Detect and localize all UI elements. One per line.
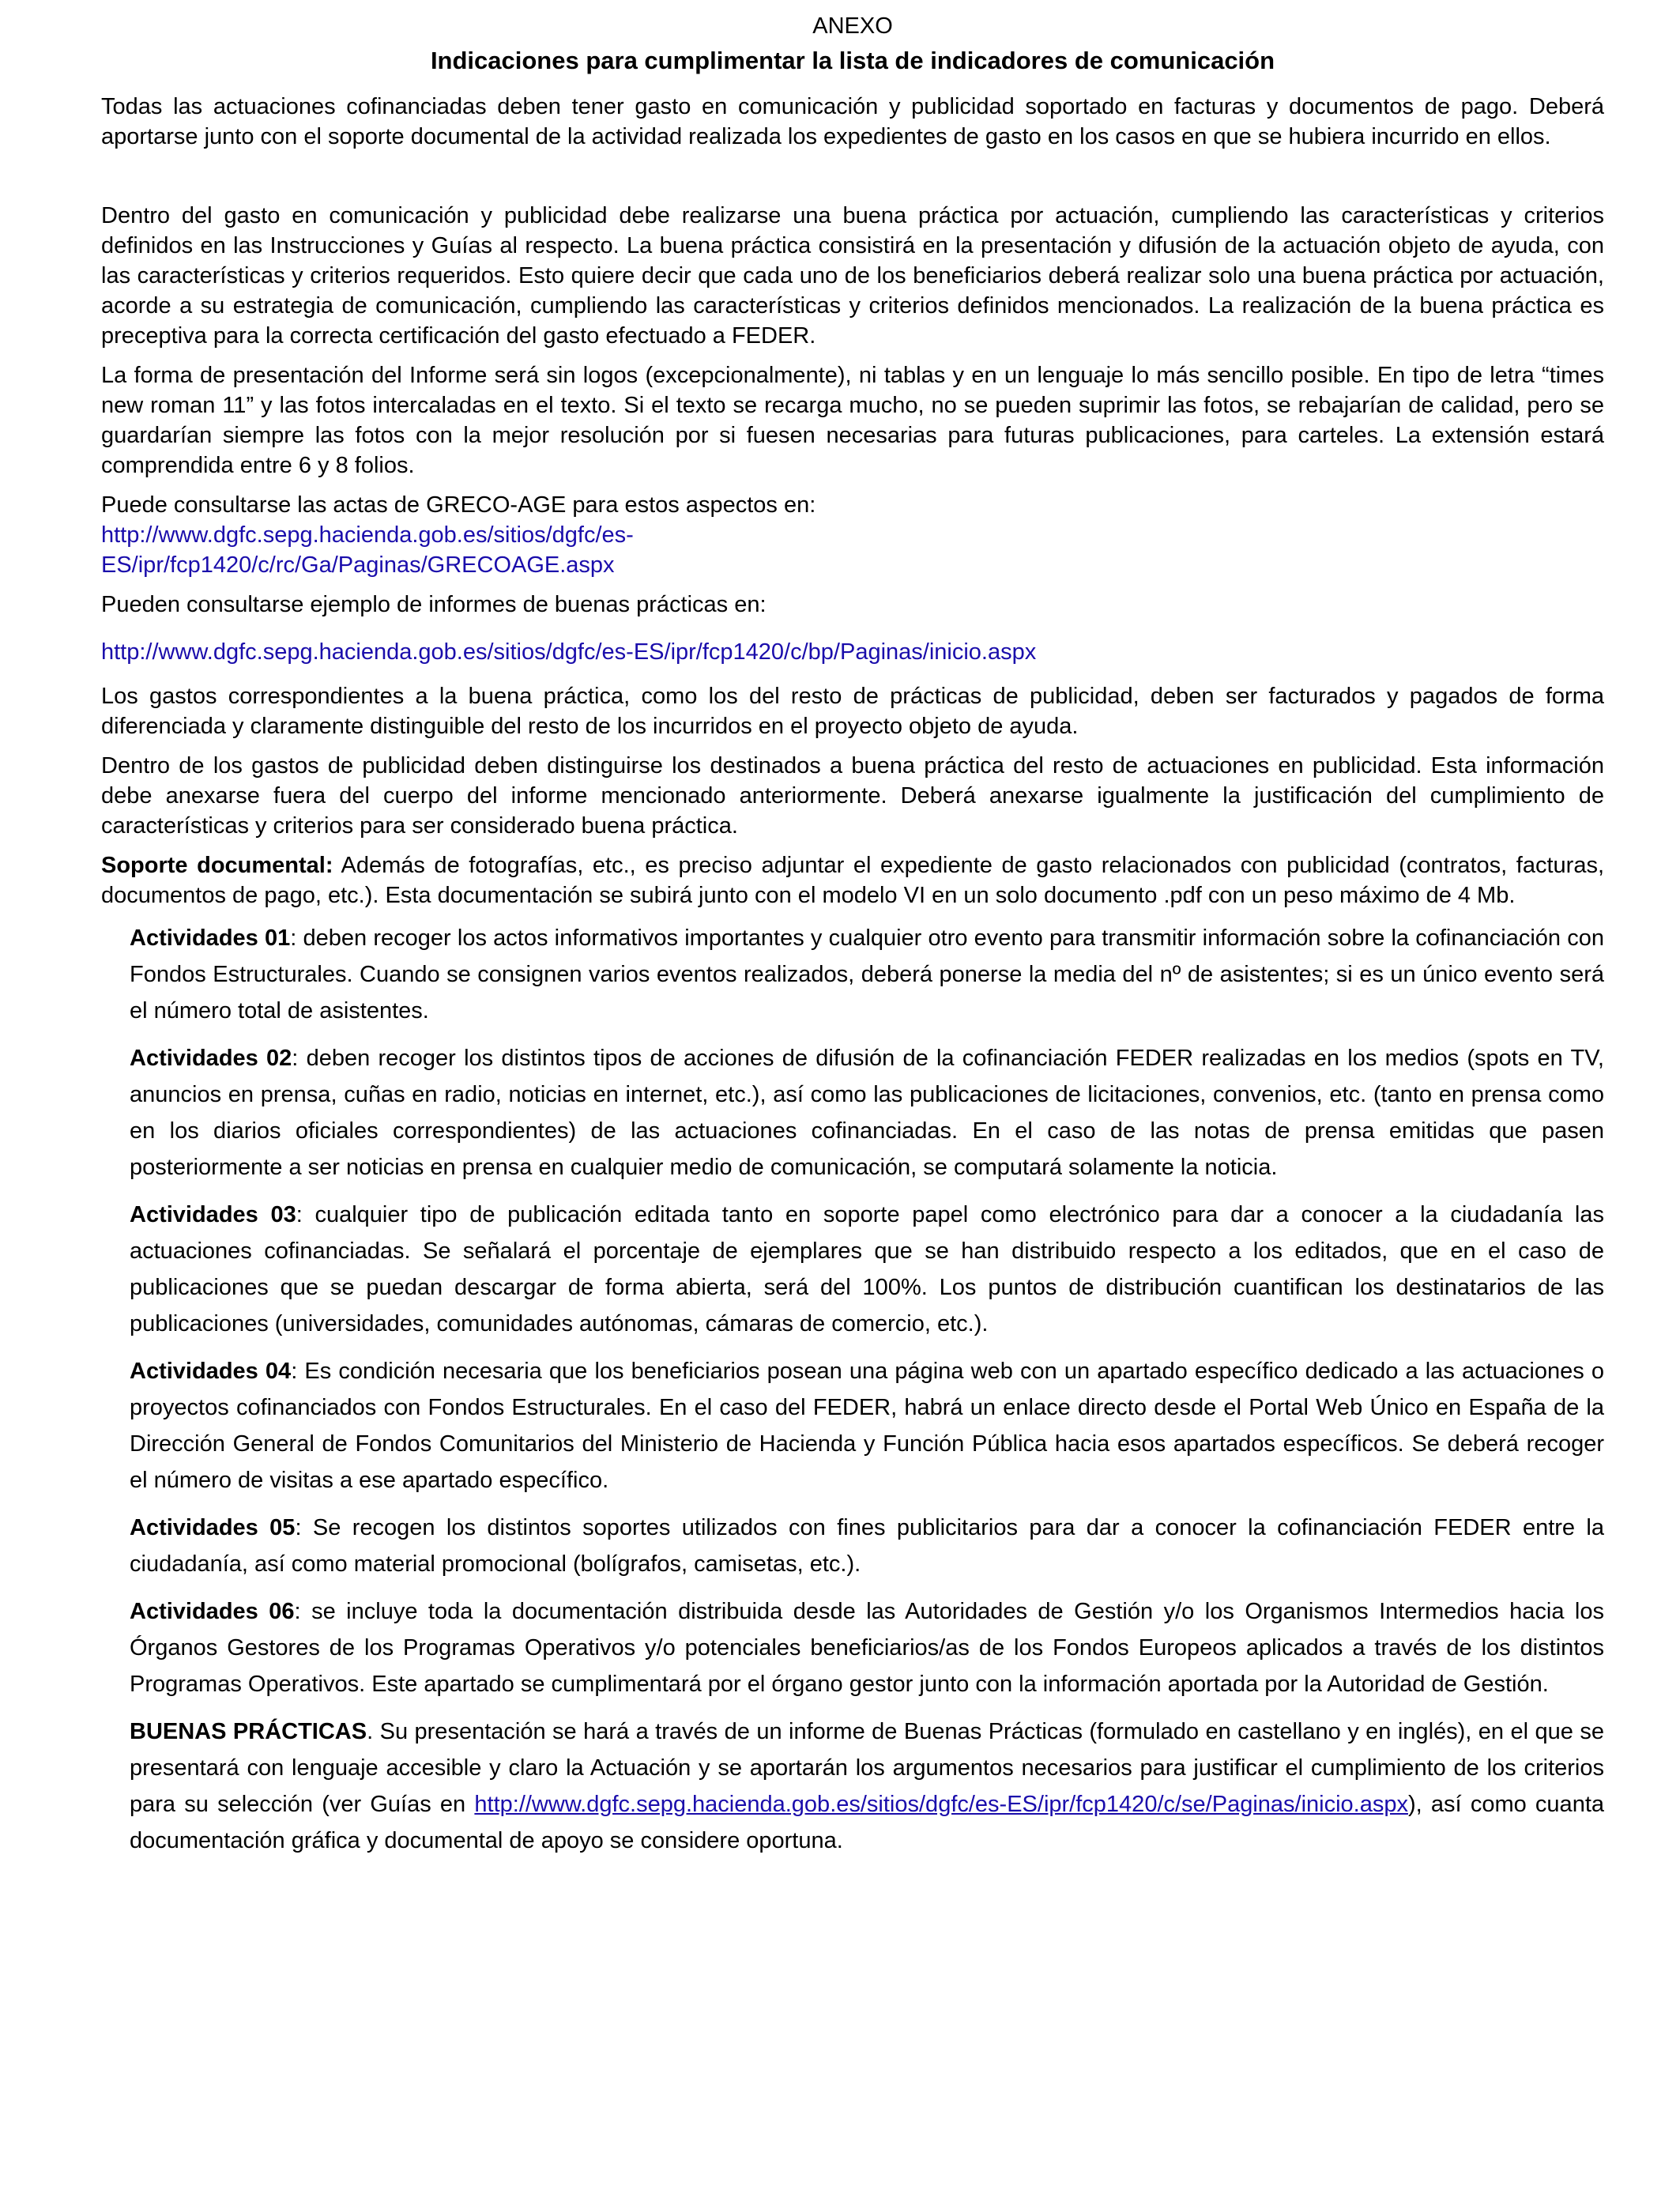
activity-02 (130, 1040, 1604, 1186)
activity-05 (130, 1510, 1604, 1582)
buenas-text-end: ), así como cuanta documentación gráfica y documental de apoyo se considere oportuna. (130, 1792, 1605, 1853)
activity-01 (130, 920, 1604, 1029)
paragraph-good-practice: Dentro del gasto en comunicación y publicidad debe realizarse una buena práctica por actuación, cumpliendo las características y criterios definidos en las Instrucciones y Guías al respecto. La buena práctica consistirá en la presentación y difusión de la actuación objeto de ayuda, con las características y criterios requeridos. Esto quiere decir que cada uno de los beneficiarios deberá realizar solo una buena práctica por actuación, acorde a su estrategia de comunicación, cumpliendo las características y criterios definidos mencionados. La realización de la buena práctica es preceptiva para la correcta certificación del gasto efectuado a FEDER. (101, 203, 1604, 349)
greco-link-line2[interactable]: ES/ipr/fcp1420/c/rc/Ga/Paginas/GRECOAGE.aspx (101, 552, 615, 578)
buenas-label: BUENAS PRÁCTICAS (130, 1719, 367, 1744)
paragraph-intro: Todas las actuaciones cofinanciadas deben tener gasto en comunicación y publicidad soportado en facturas y documentos de pago. Deberá aportarse junto con el soporte documental de la actividad realizada los expedientes de gasto en los casos en que se hubiera incurrido en ellos. (101, 94, 1604, 149)
greco-link-line1[interactable]: http://www.dgfc.sepg.hacienda.gob.es/sitios/dgfc/es- (101, 522, 634, 548)
paragraph-report-format: La forma de presentación del Informe será sin logos (excepcionalmente), ni tablas y en un lenguaje lo más sencillo posible. En tipo de letra “times new roman 11” y las fotos intercaladas en el texto. Si el texto se recarga mucho, no se pueden suprimir las fotos, se rebajarían de calidad, pero se guardarían siempre las fotos con la mejor resolución por si fuesen necesarias para futuras publicaciones, para carteles. La extensión estará comprendida entre 6 y 8 folios. (101, 363, 1604, 478)
soporte-label: Soporte documental: (101, 853, 333, 878)
buenas-text: . Su presentación se hará a través de un informe de Buenas Prácticas (formulado en castellano y en inglés), en el que se presentará con lenguaje accesible y claro la Actuación y se aportarán los argumentos necesarios para justificar el cumplimiento de los criterios para su selección (ver Guías en (130, 1719, 1604, 1817)
activity-03 (130, 1197, 1604, 1342)
guides-link[interactable]: http://www.dgfc.sepg.hacienda.gob.es/sitios/dgfc/es-ES/ipr/fcp1420/c/se/Paginas/inicio.aspx (474, 1792, 1408, 1817)
activity-text: : se incluye toda la documentación distribuida desde las Autoridades de Gestión y/o los Organismos Intermedios hacia los Órganos Gestores de los Programas Operativos y/o potenciales beneficiarios/as de los Fondos Europeos aplicados a través de los distintos Programas Operativos. Este apartado se cumplimentará por el órgano gestor junto con la información aportada por la Autoridad de Gestión. (130, 1599, 1604, 1697)
paragraph-soporte (101, 850, 1604, 910)
soporte-text: Además de fotografías, etc., es preciso adjuntar el expediente de gasto relacionados con publicidad (contratos, facturas, documentos de pago, etc.). Esta documentación se subirá junto con el modelo VI en un solo documento .pdf con un peso máximo de 4 Mb. (101, 853, 1605, 908)
activity-label: Actividades 02 (130, 1046, 292, 1071)
paragraph-greco (101, 490, 1604, 580)
activity-06 (130, 1593, 1604, 1702)
activity-text: : Es condición necesaria que los beneficiarios posean una página web con un apartado específico dedicado a las actuaciones o proyectos cofinanciados con Fondos Estructurales. En el caso del FEDER, habrá un enlace directo desde el Portal Web Único en España de la Dirección General de Fondos Comunitarios del Ministerio de Hacienda y Función Pública hacia esos apartados específicos. Se deberá recoger el número de visitas a ese apartado específico. (130, 1359, 1604, 1493)
activity-label: Actividades 04 (130, 1359, 292, 1384)
activity-label: Actividades 03 (130, 1202, 296, 1227)
paragraph-examples: Pueden consultarse ejemplo de informes de buenas prácticas en: (101, 592, 767, 617)
examples-link[interactable]: http://www.dgfc.sepg.hacienda.gob.es/sitios/dgfc/es-ES/ipr/fcp1420/c/bp/Paginas/inicio.aspx (101, 639, 1037, 665)
paragraph-costs: Los gastos correspondientes a la buena práctica, como los del resto de prácticas de publicidad, deben ser facturados y pagados de forma diferenciada y claramente distinguible del resto de los incurridos en el proyecto objeto de ayuda. (101, 684, 1604, 739)
activity-label: Actividades 06 (130, 1599, 295, 1624)
activity-text: : Se recogen los distintos soportes utilizados con fines publicitarios para dar a conocer la cofinanciación FEDER entre la ciudadanía, así como material promocional (bolígrafos, camisetas, etc.). (130, 1515, 1604, 1577)
paragraph-buenas-practicas (130, 1713, 1604, 1859)
greco-text: Puede consultarse las actas de GRECO-AGE para estos aspectos en: (101, 492, 816, 518)
activity-04 (130, 1353, 1604, 1498)
activity-text: : cualquier tipo de publicación editada tanto en soporte papel como electrónico para dar a conocer a la ciudadanía las actuaciones cofinanciadas. Se señalará el porcentaje de ejemplares que se han distribuido respecto a los editados, que en el caso de publicaciones que se puedan descargar de forma abierta, será del 100%. Los puntos de distribución cuantifican los destinatarios de las publicaciones (universidades, comunidades autónomas, cámaras de comercio, etc.). (130, 1202, 1604, 1336)
activity-text: : deben recoger los distintos tipos de acciones de difusión de la cofinanciación FEDER realizadas en los medios (spots en TV, anuncios en prensa, cuñas en radio, noticias en internet, etc.), así como las publicaciones de licitaciones, convenios, etc. (tanto en prensa como en los diarios oficiales correspondientes) de las actuaciones cofinanciadas. En el caso de las notas de prensa emitidas que pasen posteriormente a ser noticias en prensa en cualquier medio de comunicación, se computará solamente la noticia. (130, 1046, 1604, 1180)
annex-heading: ANEXO (812, 13, 893, 39)
activity-label: Actividades 01 (130, 925, 291, 951)
document-title: Indicaciones para cumplimentar la lista de indicadores de comunicación (430, 47, 1275, 74)
activity-text: : deben recoger los actos informativos importantes y cualquier otro evento para transmitir información sobre la cofinanciación con Fondos Estructurales. Cuando se consignen varios eventos realizados, deberá ponerse la media del nº de asistentes; si es un único evento será el número total de asistentes. (130, 925, 1604, 1023)
activity-label: Actividades 05 (130, 1515, 296, 1540)
paragraph-publicity-costs: Dentro de los gastos de publicidad deben distinguirse los destinados a buena práctica del resto de actuaciones en publicidad. Esta información debe anexarse fuera del cuerpo del informe mencionado anteriormente. Deberá anexarse igualmente la justificación del cumplimiento de características y criterios para ser considerado buena práctica. (101, 753, 1604, 839)
